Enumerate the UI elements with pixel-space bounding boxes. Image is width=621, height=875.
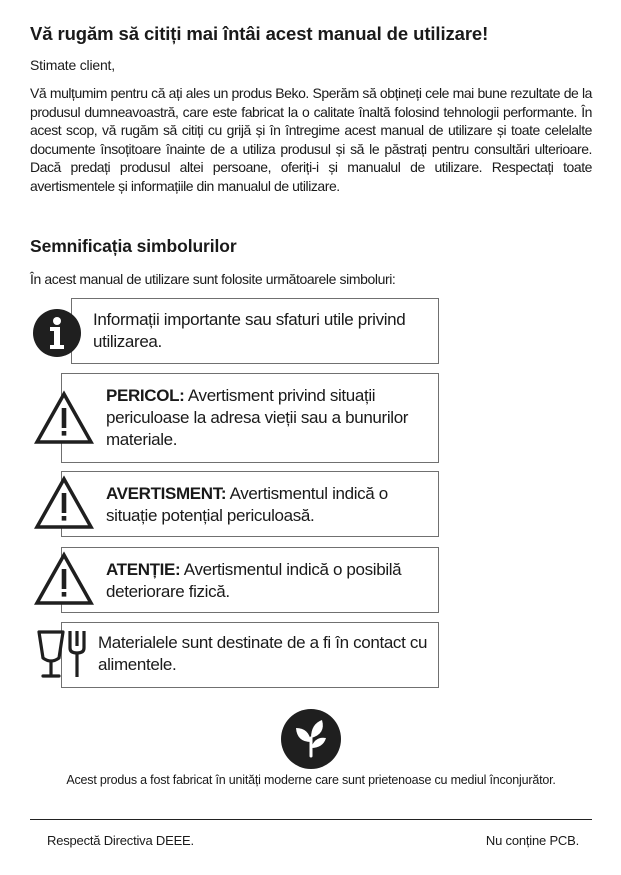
- caution-description: Avertismentul indică o posibilă deteriorare fizică.: [106, 560, 402, 601]
- warning-triangle-icon: [33, 390, 95, 446]
- danger-description: Avertisment privind situații periculoase la adresa vieții sau a bunurilor materiale.: [106, 386, 409, 449]
- warning-description: Avertismentul indică o situație potențial periculoasă.: [106, 484, 388, 525]
- greeting: Stimate client,: [30, 57, 115, 73]
- eco-statement: Acest produs a fost fabricat în unități moderne care sunt prietenoase cu mediul înconjurător.: [66, 773, 556, 787]
- caution-text: [106, 559, 426, 603]
- footer-divider: [30, 819, 592, 820]
- weee-compliance: Respectă Directiva DEEE.: [47, 833, 194, 848]
- warning-triangle-icon: [33, 475, 95, 531]
- info-text: Informații importante sau sfaturi utile privind utilizarea.: [93, 310, 406, 351]
- warning-label: AVERTISMENT:: [106, 484, 227, 503]
- glass-fork-icon: [36, 628, 92, 680]
- page-title: Vă rugăm să citiți mai întâi acest manual de utilizare!: [30, 23, 489, 44]
- symbols-heading: Semnificația simbolurilor: [30, 236, 237, 256]
- danger-label: PERICOL:: [106, 386, 185, 405]
- food-contact-text: Materialele sunt destinate de a fi în contact cu alimentele.: [98, 633, 428, 674]
- info-icon: [32, 308, 82, 358]
- symbols-lead: În acest manual de utilizare sunt folosite următoarele simboluri:: [30, 271, 396, 287]
- intro-paragraph: Vă mulțumim pentru că ați ales un produs Beko. Sperăm să obțineți cele mai bune rezultate de la produsul dumneavoastră, care este fabricat la o calitate înaltă folosind tehnologii performante. În acest scop, vă rugăm să citiți cu grijă și în întregime acest manual de utilizare și toate celelalte documente însoțitoare înainte de a utiliza produsul și să le păstrați pentru consultări ulterioare. Dacă predați produsul altei persoane, oferiți-i și manualul de utilizare. Respectați toate avertismentele și informațiile din manualul de utilizare.: [30, 85, 592, 194]
- warning-text: [106, 483, 426, 527]
- caution-label: ATENȚIE:: [106, 560, 181, 579]
- pcb-statement: Nu conține PCB.: [485, 833, 579, 848]
- warning-triangle-icon: [33, 551, 95, 607]
- leaf-icon: [280, 708, 342, 770]
- danger-text: [106, 385, 426, 451]
